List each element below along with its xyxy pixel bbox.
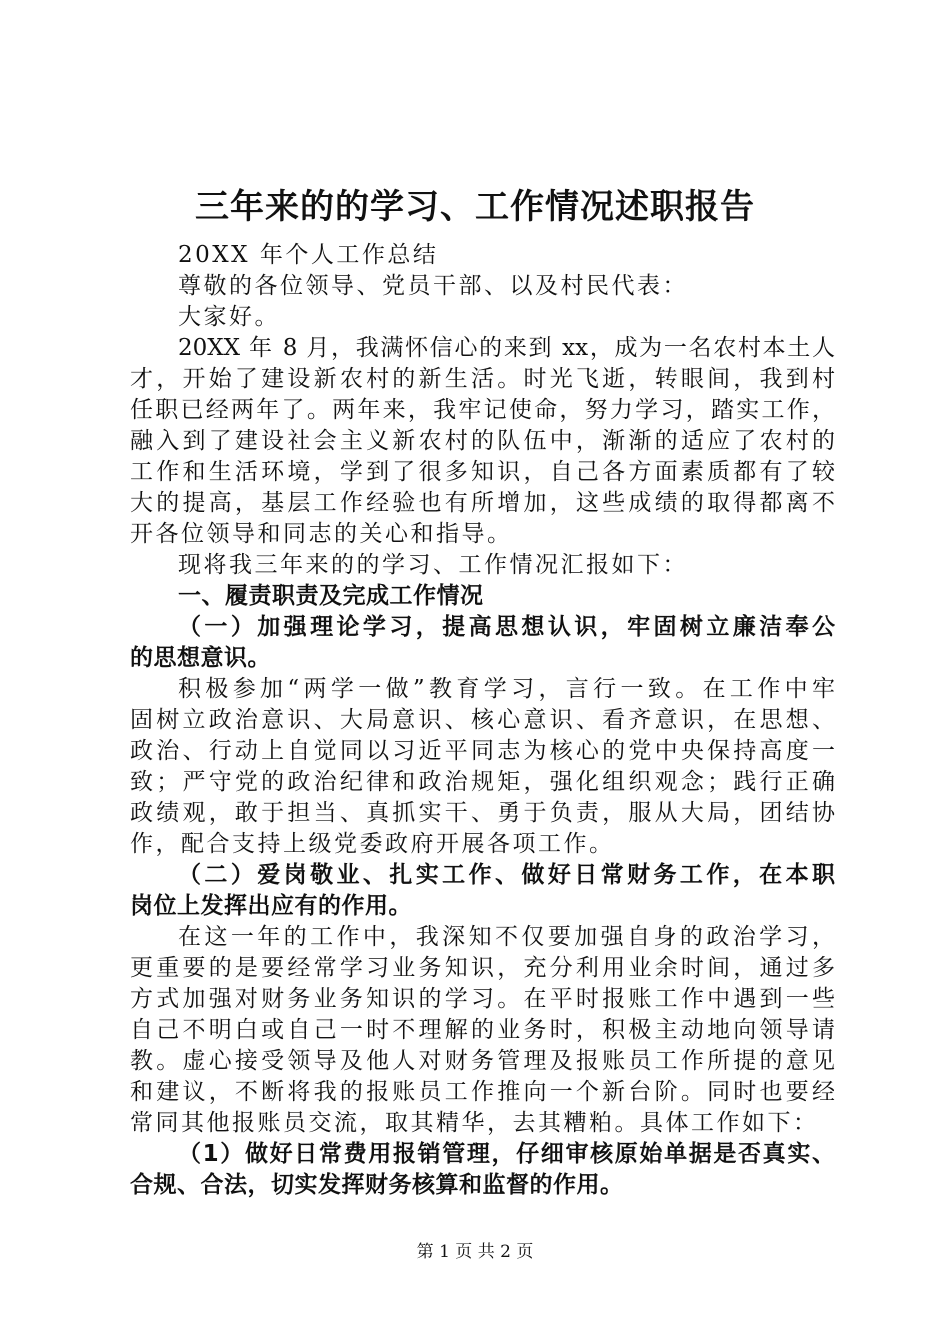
paragraph-line: 大的提高，基层工作经验也有所增加，这些成绩的取得都离不 — [130, 490, 835, 516]
greeting-line: 大家好。 — [178, 304, 280, 330]
paragraph-line: 20XX 年 8 月，我满怀信心的来到 xx，成为一名农村本土人 — [178, 335, 835, 361]
paragraph-line: 政治、行动上自觉同以习近平同志为核心的党中央保持高度一 — [130, 738, 835, 764]
item-heading: 合规、合法，切实发挥财务核算和监督的作用。 — [130, 1172, 624, 1198]
paragraph-line: 融入到了建设社会主义新农村的队伍中，渐渐的适应了农村的 — [130, 428, 835, 454]
paragraph-line: 和建议，不断将我的报账员工作推向一个新台阶。同时也要经 — [130, 1079, 835, 1105]
paragraph-line: 任职已经两年了。两年来，我牢记使命，努力学习，踏实工作， — [130, 397, 835, 423]
paragraph-line: 才，开始了建设新农村的新生活。时光飞逝，转眼间，我到村 — [130, 366, 835, 392]
subsection-heading: 岗位上发挥出应有的作用。 — [130, 893, 412, 919]
paragraph-line: 固树立政治意识、大局意识、核心意识、看齐意识，在思想、 — [130, 707, 835, 733]
subsection-heading: 的思想意识。 — [130, 645, 271, 671]
subsection-heading: （二）爱岗敬业、扎实工作、做好日常财务工作，在本职 — [178, 862, 835, 888]
subsection-heading: （一）加强理论学习，提高思想认识，牢固树立廉洁奉公 — [178, 614, 835, 640]
subtitle-line: 20XX 年个人工作总结 — [178, 242, 439, 268]
paragraph-line: 开各位领导和同志的关心和指导。 — [130, 521, 513, 547]
section-heading: 一、履责职责及完成工作情况 — [178, 583, 484, 609]
paragraph-line: 教。虚心接受领导及他人对财务管理及报账员工作所提的意见 — [130, 1048, 835, 1074]
paragraph-line: 常同其他报账员交流，取其精华，去其糟粕。具体工作如下： — [130, 1110, 819, 1136]
paragraph-line: 工作和生活环境，学到了很多知识，自己各方面素质都有了较 — [130, 459, 835, 485]
paragraph-line: 自己不明白或自己一时不理解的业务时，积极主动地向领导请 — [130, 1017, 835, 1043]
paragraph-line: 致；严守党的政治纪律和政治规矩，强化组织观念；践行正确 — [130, 769, 835, 795]
page-footer: 第 1 页 共 2 页 — [416, 1242, 534, 1262]
paragraph-line: 政绩观，敢于担当、真抓实干、勇于负责，服从大局，团结协 — [130, 800, 835, 826]
paragraph-line: 积极参加“两学一做”教育学习，言行一致。在工作中牢 — [178, 676, 835, 702]
salutation-line: 尊敬的各位领导、党员干部、以及村民代表： — [178, 273, 688, 299]
paragraph-line: 现将我三年来的的学习、工作情况汇报如下： — [178, 552, 688, 578]
paragraph-line: 作，配合支持上级党委政府开展各项工作。 — [130, 831, 615, 857]
paragraph-line: 方式加强对财务业务知识的学习。在平时报账工作中遇到一些 — [130, 986, 835, 1012]
item-heading: （1）做好日常费用报销管理，仔细审核原始单据是否真实、 — [178, 1141, 835, 1167]
document-title: 三年来的的学习、工作情况述职报告 — [195, 187, 755, 227]
paragraph-line: 更重要的是要经常学习业务知识，充分利用业余时间，通过多 — [130, 955, 835, 981]
paragraph-line: 在这一年的工作中，我深知不仅要加强自身的政治学习， — [178, 924, 835, 950]
